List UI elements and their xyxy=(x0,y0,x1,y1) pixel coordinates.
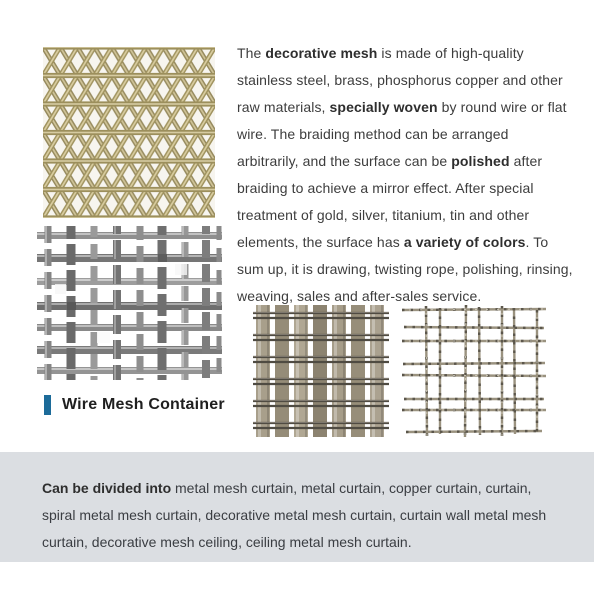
horizontal-strips xyxy=(37,232,222,374)
text-segment: is made of high-quality stainless steel, brass, phosphorus copper and other raw materials, xyxy=(237,45,563,115)
strip-mesh-graphic xyxy=(253,303,389,439)
vertical-flat-strips xyxy=(256,305,384,437)
mesh-photo-stainless-weave xyxy=(37,226,222,380)
text-segment-bold: decorative mesh xyxy=(265,45,378,61)
footer-banner xyxy=(0,452,594,562)
text-segment: . To sum up, it is drawing, twisting rope, polishing, rinsing, weaving, sales and after-sales service. xyxy=(237,234,573,304)
text-segment: metal mesh curtain, metal curtain, copper curtain, curtain, spiral metal mesh curtain, decorative metal mesh curtain, curtain wall metal mesh curtain, decorative mesh ceiling, ceiling metal mesh curtain. xyxy=(42,480,547,550)
grid-wires-speckle xyxy=(402,305,546,437)
text-segment: after braiding to achieve a mirror effect. After special treatment of gold, silver, titanium, tin and other elements, the surface has xyxy=(237,153,543,250)
mesh-photo-flat-strip-weave xyxy=(253,303,389,439)
woven-grid-graphic xyxy=(37,226,222,380)
grid-wires-base xyxy=(402,305,546,437)
text-segment-bold: specially woven xyxy=(329,99,438,115)
grid-wires-glint xyxy=(402,305,546,437)
triangular-mesh-graphic xyxy=(43,47,215,218)
footer-paragraph xyxy=(42,475,567,556)
mesh-photo-thin-wire-grid xyxy=(400,302,548,440)
text-segment-bold: polished xyxy=(451,153,510,169)
mesh-photo-triangular-brass xyxy=(43,47,215,218)
text-segment-bold: Can be divided into xyxy=(42,480,172,496)
wire-grid-graphic xyxy=(400,302,548,440)
text-segment-bold: a variety of colors xyxy=(403,234,526,250)
description-paragraph xyxy=(237,40,574,310)
text-segment: by round wire or flat wire. The braiding method can be arranged arbitrarily, and the surface can be xyxy=(237,99,567,169)
caption-label: Wire Mesh Container xyxy=(62,396,225,413)
text-segment: The xyxy=(237,45,266,61)
section-caption xyxy=(44,395,225,415)
accent-bar xyxy=(44,395,51,415)
